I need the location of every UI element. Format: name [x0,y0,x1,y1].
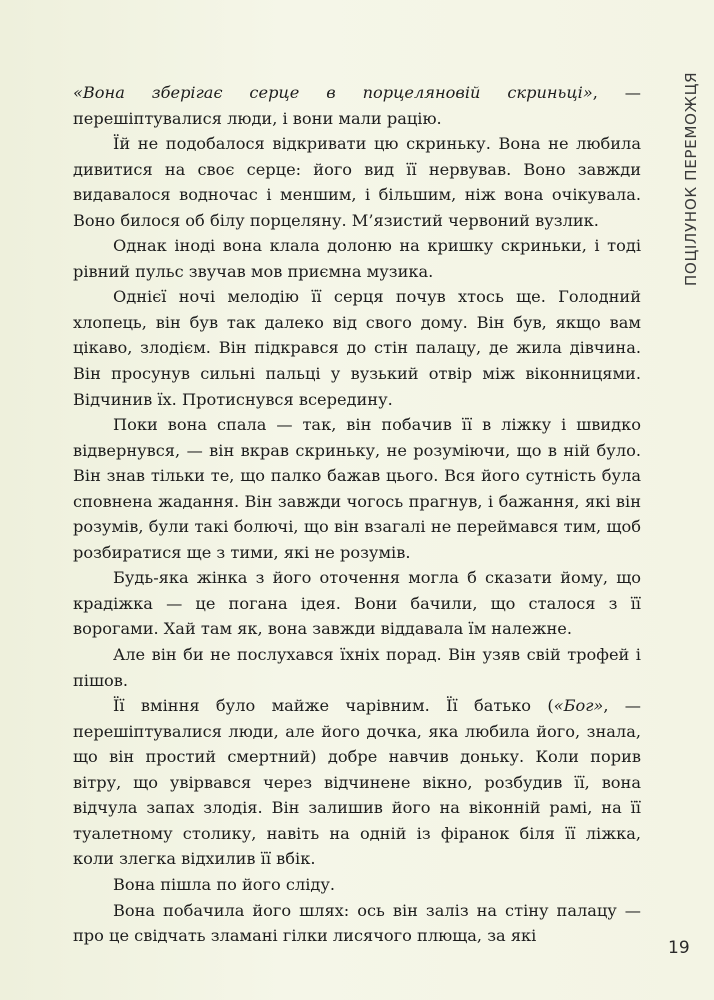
paragraph: Але він би не послухався їхніх порад. Він узяв свій трофей і пішов. [73,645,641,690]
paragraph-text: , — перешіптувалися люди, але його дочка, яка любила його, знала, що він простий смертний) добре навчив доньку. Коли порив вітру, що увірвався через відчинене вікно, розбудив її, вона відчула запах злодія. Він залишив його на віконній рамі, на її туалетному столику, навіть на одній із фіранок біля її ліжка, коли злегка відхилив її вбік. [73,696,641,869]
paragraph: Однієї ночі мелодію її серця почув хтось ще. Голодний хлопець, він був так далеко від свого дому. Він був, якщо вам цікаво, злодієм. Він підкрався до стін палацу, де жила дівчина. Він просунув сильні пальці у вузький отвір між віконницями. Відчинив їх. Протиснувся всередину. [73,287,641,409]
paragraph: Вона пішла по його сліду. [113,874,336,894]
body-text [73,80,641,949]
paragraph-text: , — перешіптувалися люди, і вони мали рацію. [73,83,641,128]
running-head-text: ПОЦІЛУНОК ПЕРЕМОЖЦЯ [682,71,700,287]
page-number: 19 [668,938,690,958]
paragraph [73,80,641,131]
running-head [679,64,703,294]
italic-quote: «Вона зберігає серце в порцеляновій скриньці» [73,83,593,102]
italic-quote: «Бог» [553,696,604,716]
paragraph-text: Її вміння було майже чарівним. Її батько ( [113,696,554,716]
paragraph: Однак іноді вона клала долоню на кришку скриньки, і тоді рівний пульс звучав мов приємна музика. [73,236,641,281]
paragraph: Вона побачила його шлях: ось він заліз на стіну палацу — про це свідчать зламані гілки лисячого плюща, за які [73,900,641,946]
paragraph: Поки вона спала — так, він побачив її в ліжку і швидко відвернувся, — він вкрав скриньку, не розуміючи, що в ній було. Він знав тільки те, що палко бажав цього. Вся його сутність була сповнена жадання. Він завжди чогось прагнув, і бажання, які він розумів, були такі болючі, що він взагалі не переймався тим, щоб розбиратися ще з тими, які не розумів. [73,415,641,562]
paragraph: Будь-яка жінка з його оточення могла б сказати йому, що крадіжка — це погана ідея. Вони бачили, що сталося з її ворогами. Хай там як, вона завжди віддавала їм належне. [73,568,641,639]
paragraph: Їй не подобалося відкривати цю скриньку. Вона не любила дивитися на своє серце: його вид її нервував. Воно завжди видавалося водночас і меншим, і більшим, ніж вона очікувала. Воно билося об білу порцеляну. М’язистий червоний вузлик. [73,134,641,230]
paragraph [73,693,641,872]
